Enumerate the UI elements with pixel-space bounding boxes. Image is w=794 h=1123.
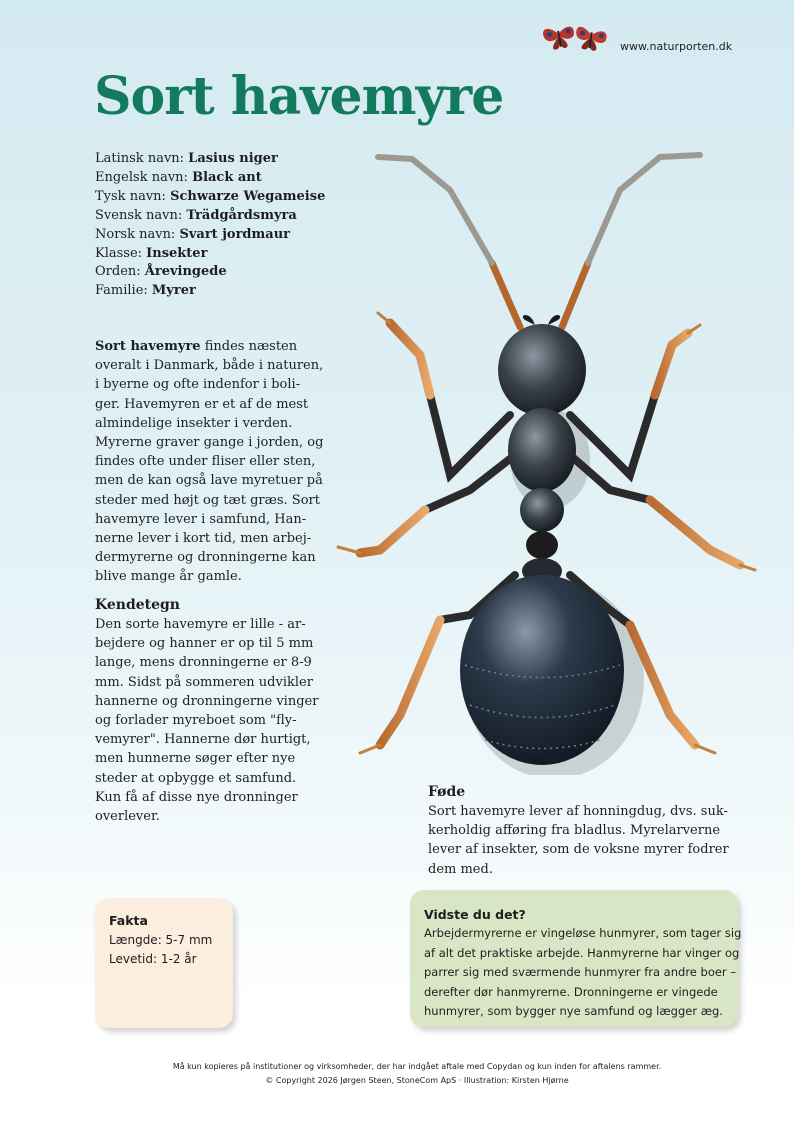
did-you-know-heading: Vidste du det? [424, 907, 526, 922]
fact-row: Svensk navn: Trädgårdsmyra [95, 207, 297, 223]
fact-row: Norsk navn: Svart jordmaur [95, 226, 290, 242]
fakta-heading: Fakta [109, 913, 148, 928]
fact-row: Latinsk navn: Lasius niger [95, 151, 278, 166]
fode-paragraph: Sort havemyre lever af honningdug, dvs. suk- kerholdig afføring fra bladlus. Myrelarverne lever af insekter, som de voksne myrer fodrer dem med. [428, 804, 729, 877]
footer-license: Må kun kopieres på institutioner og virksomheder, der har indgået aftale med Copydan og kun inden for aftalens rammer. [172, 1062, 662, 1071]
fode-heading: Føde [428, 784, 466, 800]
fakta-length: Længde: 5-7 mm [109, 933, 213, 947]
footer [0, 1060, 794, 1088]
page-title: Sort havemyre [94, 66, 504, 127]
kendetegn-paragraph: Den sorte havemyre er lille - ar- bejdere og hanner er op til 5 mm lange, mens dronningerne er 8-9 mm. Sidst på sommeren udvikler hannerne og dronningerne vinger og forlader myreboet som "fly- vemyrer". Hannerne dør hurtigt, men hunnerne søger efter nye steder at opbygge et samfund. Kun få af disse nye dronninger overlever. [95, 617, 319, 825]
footer-copyright: © Copyright 2026 Jørgen Steen, StoneCom ApS · Illustration: Kirsten Hjørne [265, 1076, 569, 1085]
butterfly-icon [536, 18, 616, 54]
ant-illustration [320, 145, 760, 775]
fact-row: Engelsk navn: Black ant [95, 169, 262, 185]
fakta-lifespan: Levetid: 1-2 år [109, 952, 197, 966]
fact-row: Orden: Årevingede [95, 264, 227, 280]
fact-row: Tysk navn: Schwarze Wegameise [95, 188, 326, 204]
intro-paragraph: Sort havemyre findes næsten overalt i Danmark, både i naturen, i byerne og ofte indenfor i boli- ger. Havemyren er et af de mest almindelige insekter i verden. Myrerne graver gange i jorden, og findes ofte under fliser eller sten, men de kan også lave myretuer på steder med højt og tæt græs. Sort havemyre lever i samfund, Han- nerne lever i kort tid, men arbej- dermyrerne og dronningerne kan blive mange år gamle. [95, 339, 324, 585]
fakta-box [95, 898, 233, 1028]
names-list [95, 150, 325, 301]
site-url: www.naturporten.dk [620, 40, 733, 53]
fact-row: Klasse: Insekter [95, 245, 208, 261]
did-you-know-text: Arbejdermyrerne er vingeløse hunmyrer, som tager sig af alt det praktiske arbejde. Hanmyrerne har vinger og parrer sig med sværmende hunmyrer fra andre boer – derefter dør hanmyrerne. Dronningerne er vingede hunmyrer, som bygger nye samfund og lægger æg. [424, 926, 742, 1018]
kendetegn-heading: Kendetegn [95, 597, 180, 613]
did-you-know-box [410, 890, 742, 1027]
fact-row: Familie: Myrer [95, 283, 196, 299]
